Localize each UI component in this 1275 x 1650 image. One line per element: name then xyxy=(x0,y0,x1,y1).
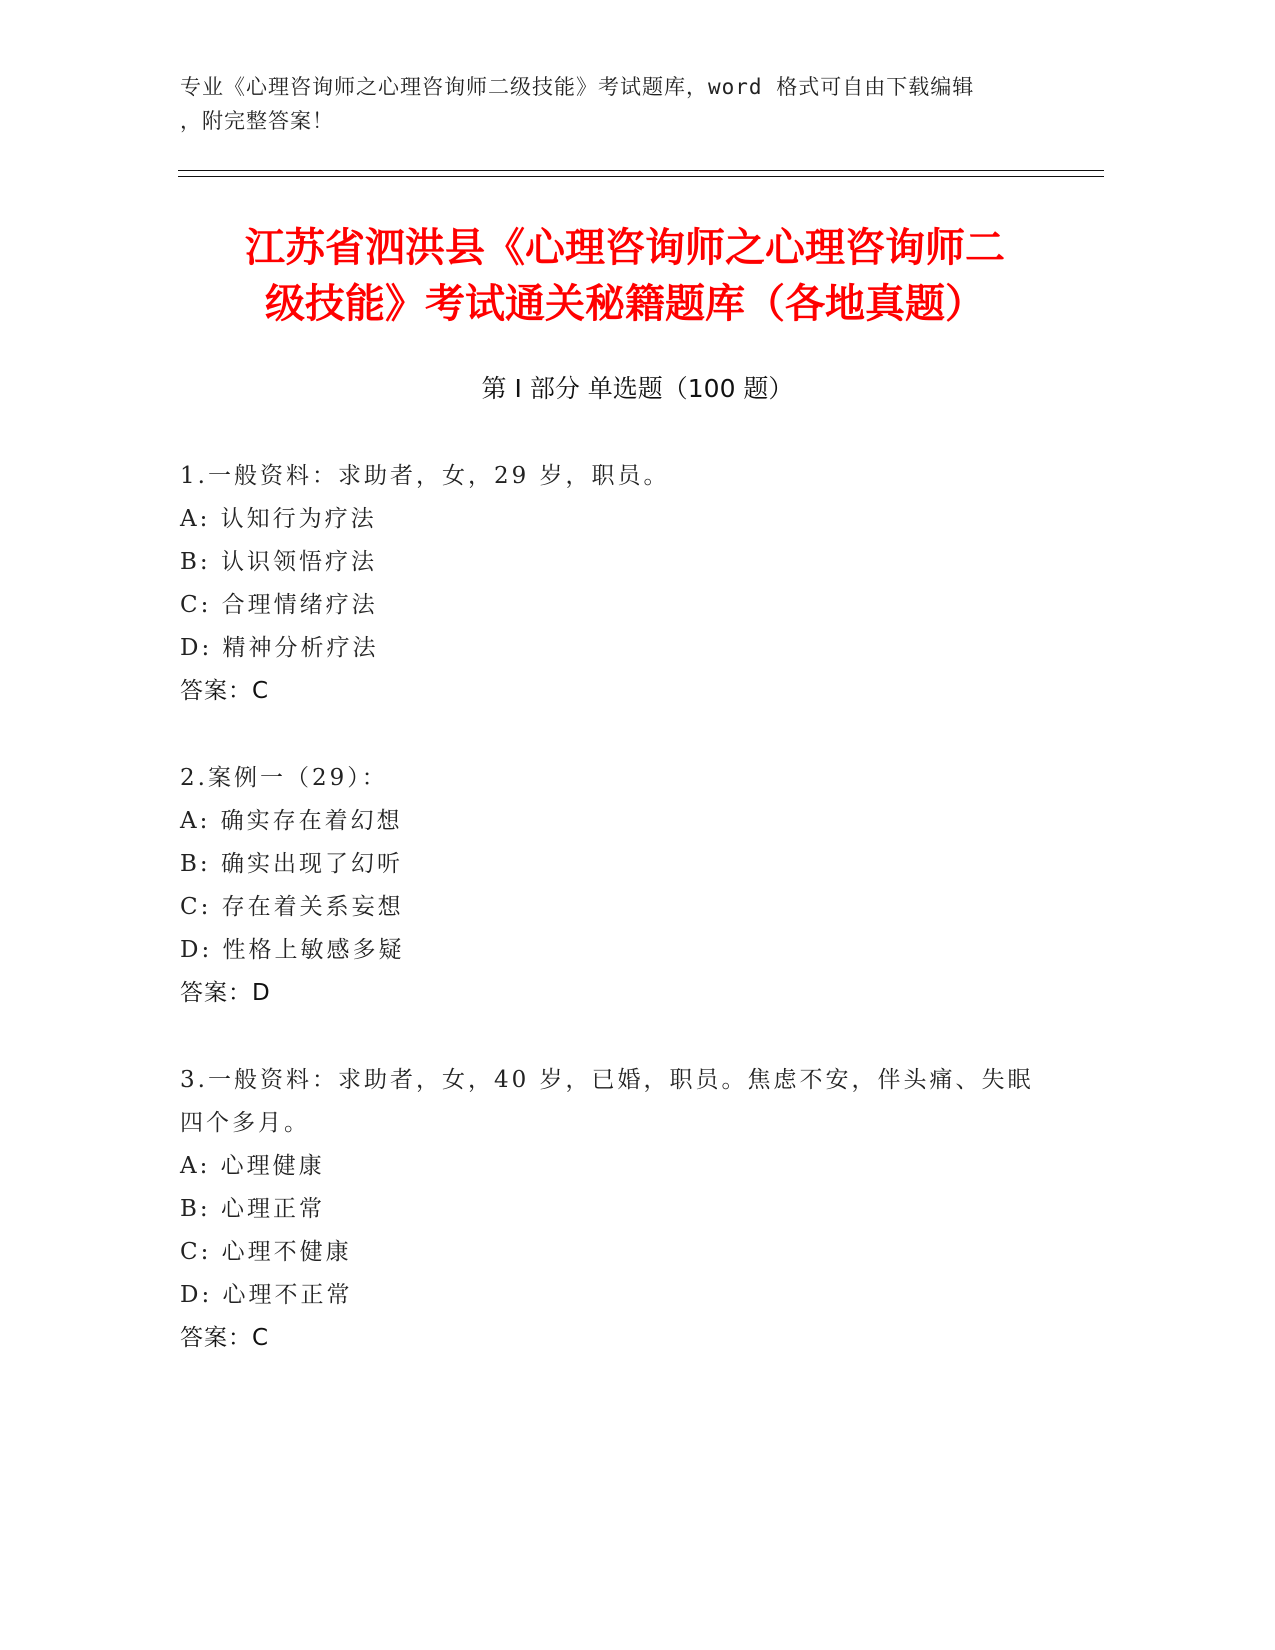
question-stem: 3.一般资料：求助者，女，40 岁，已婚，职员。焦虑不安，伴头痛、失眠四个多月。 xyxy=(180,1067,1034,1136)
option-c: C: 存在着关系妄想 xyxy=(180,894,404,920)
question-list xyxy=(180,455,1060,1404)
question-stem: 2.案例一（29）： xyxy=(180,765,388,791)
option-c: C: 心理不健康 xyxy=(180,1239,352,1265)
option-b: B: 确实出现了幻听 xyxy=(180,851,403,877)
option-b: B: 心理正常 xyxy=(180,1196,325,1222)
document-title-line-1: 江苏省泗洪县《心理咨询师之心理咨询师二 xyxy=(245,225,1005,271)
option-c: C: 合理情绪疗法 xyxy=(180,592,378,618)
header-divider-top xyxy=(178,170,1104,171)
question-1 xyxy=(180,455,1060,713)
option-a: A: 确实存在着幻想 xyxy=(180,808,403,834)
header-note xyxy=(180,70,1060,138)
question-3 xyxy=(180,1059,1060,1360)
option-d: D: 精神分析疗法 xyxy=(180,635,379,661)
option-a: A: 心理健康 xyxy=(180,1153,325,1179)
option-d: D: 性格上敏感多疑 xyxy=(180,937,405,963)
option-a: A: 认知行为疗法 xyxy=(180,506,377,532)
answer-line: 答案：C xyxy=(180,1325,270,1351)
answer-line: 答案：D xyxy=(180,980,271,1006)
section-title: 第 I 部分 单选题（100 题） xyxy=(481,374,794,403)
answer-line: 答案：C xyxy=(180,678,270,704)
document-title xyxy=(175,220,1075,332)
question-2 xyxy=(180,757,1060,1015)
header-divider-bottom xyxy=(178,176,1104,177)
header-note-line-1: 专业《心理咨询师之心理咨询师二级技能》考试题库，word 格式可自由下载编辑 xyxy=(180,75,975,99)
option-b: B: 认识领悟疗法 xyxy=(180,549,377,575)
document-title-line-2: 级技能》考试通关秘籍题库（各地真题） xyxy=(265,281,985,327)
option-d: D: 心理不正常 xyxy=(180,1282,353,1308)
header-note-line-2: ，附完整答案！ xyxy=(180,109,334,133)
question-stem: 1.一般资料：求助者，女，29 岁，职员。 xyxy=(180,463,670,489)
